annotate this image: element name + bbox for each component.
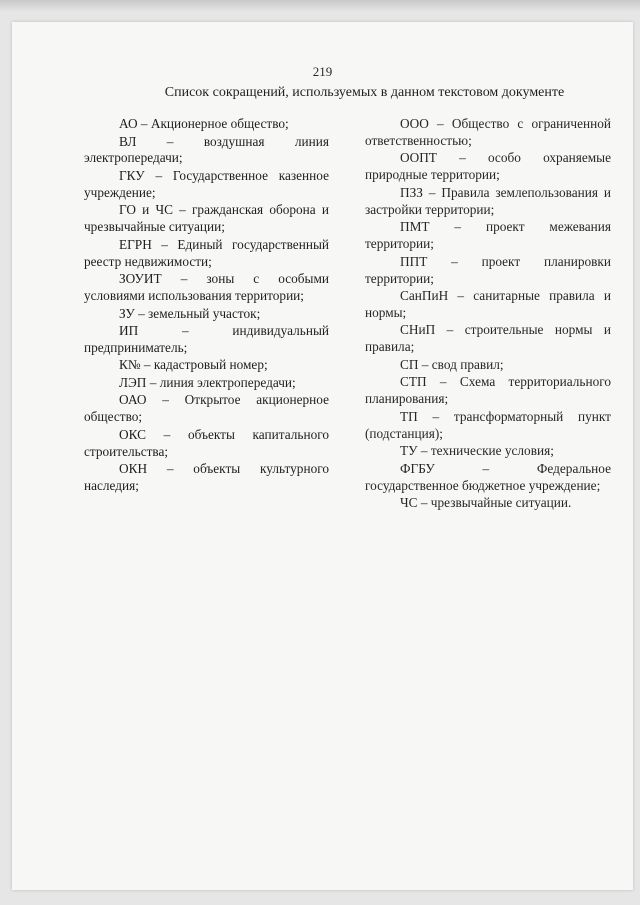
abbreviation-entry: СП – свод правил; [400, 356, 504, 372]
abbreviation-entry: ГО и ЧС – гражданская оборона и чрезвычайные ситуации; [84, 202, 329, 235]
document-title: Список сокращений, используемых в данном текстовом документе [164, 85, 565, 100]
abbreviation-entry: ЛЭП – линия электропередачи; [119, 374, 296, 390]
page-number: 219 [312, 64, 333, 79]
abbreviation-entry: ООПТ – особо охраняемые природные территории; [365, 150, 611, 183]
abbreviation-entry: ФГБУ – Федеральное государственное бюджетное учреждение; [365, 460, 611, 493]
abbreviation-entry: АО – Акционерное общество; [119, 116, 289, 131]
abbreviation-entry: ТП – трансформаторный пункт (подстанция); [365, 408, 611, 441]
abbreviation-entry: ГКУ – Государственное казенное учреждение; [84, 167, 329, 200]
abbreviation-entry: К№ – кадастровый номер; [119, 357, 268, 373]
abbreviation-entry: ПМТ – проект межевания территории; [365, 219, 611, 252]
abbreviation-entry: ЗОУИТ – зоны с особыми условиями использования территории; [84, 271, 329, 304]
abbreviation-entry: ОКС – объекты капитального строительства; [84, 426, 329, 459]
abbreviation-entry: СанПиН – санитарные правила и нормы; [365, 288, 611, 320]
scan-top-shadow [0, 0, 640, 12]
abbreviation-entry: ЗУ – земельный участок; [119, 305, 261, 321]
abbreviation-entry: ООО – Общество с ограниченной ответственностью; [365, 116, 611, 148]
abbreviation-entry: ТУ – технические условия; [400, 443, 554, 459]
abbreviation-entry: ВЛ – воздушная линия электропередачи; [84, 133, 329, 166]
abbreviation-entry: ОКН – объекты культурного наследия; [84, 461, 329, 494]
abbreviation-entry: ИП – индивидуальный предприниматель; [84, 323, 329, 355]
abbreviation-entry: СНиП – строительные нормы и правила; [365, 322, 611, 355]
document-page [12, 22, 633, 890]
abbreviation-entry: ППТ – проект планировки территории; [365, 253, 611, 286]
abbreviation-entry: СТП – Схема территориального планирования; [365, 374, 611, 407]
abbreviation-entry: ЕГРН – Единый государственный реестр недвижимости; [84, 236, 329, 269]
abbreviations-right-column [365, 116, 611, 513]
abbreviation-entry: ПЗЗ – Правила землепользования и застройки территории; [365, 184, 611, 217]
abbreviation-entry: ОАО – Открытое акционерное общество; [84, 392, 329, 425]
abbreviations-left-column [84, 116, 329, 496]
abbreviation-entry: ЧС – чрезвычайные ситуации. [400, 495, 572, 511]
